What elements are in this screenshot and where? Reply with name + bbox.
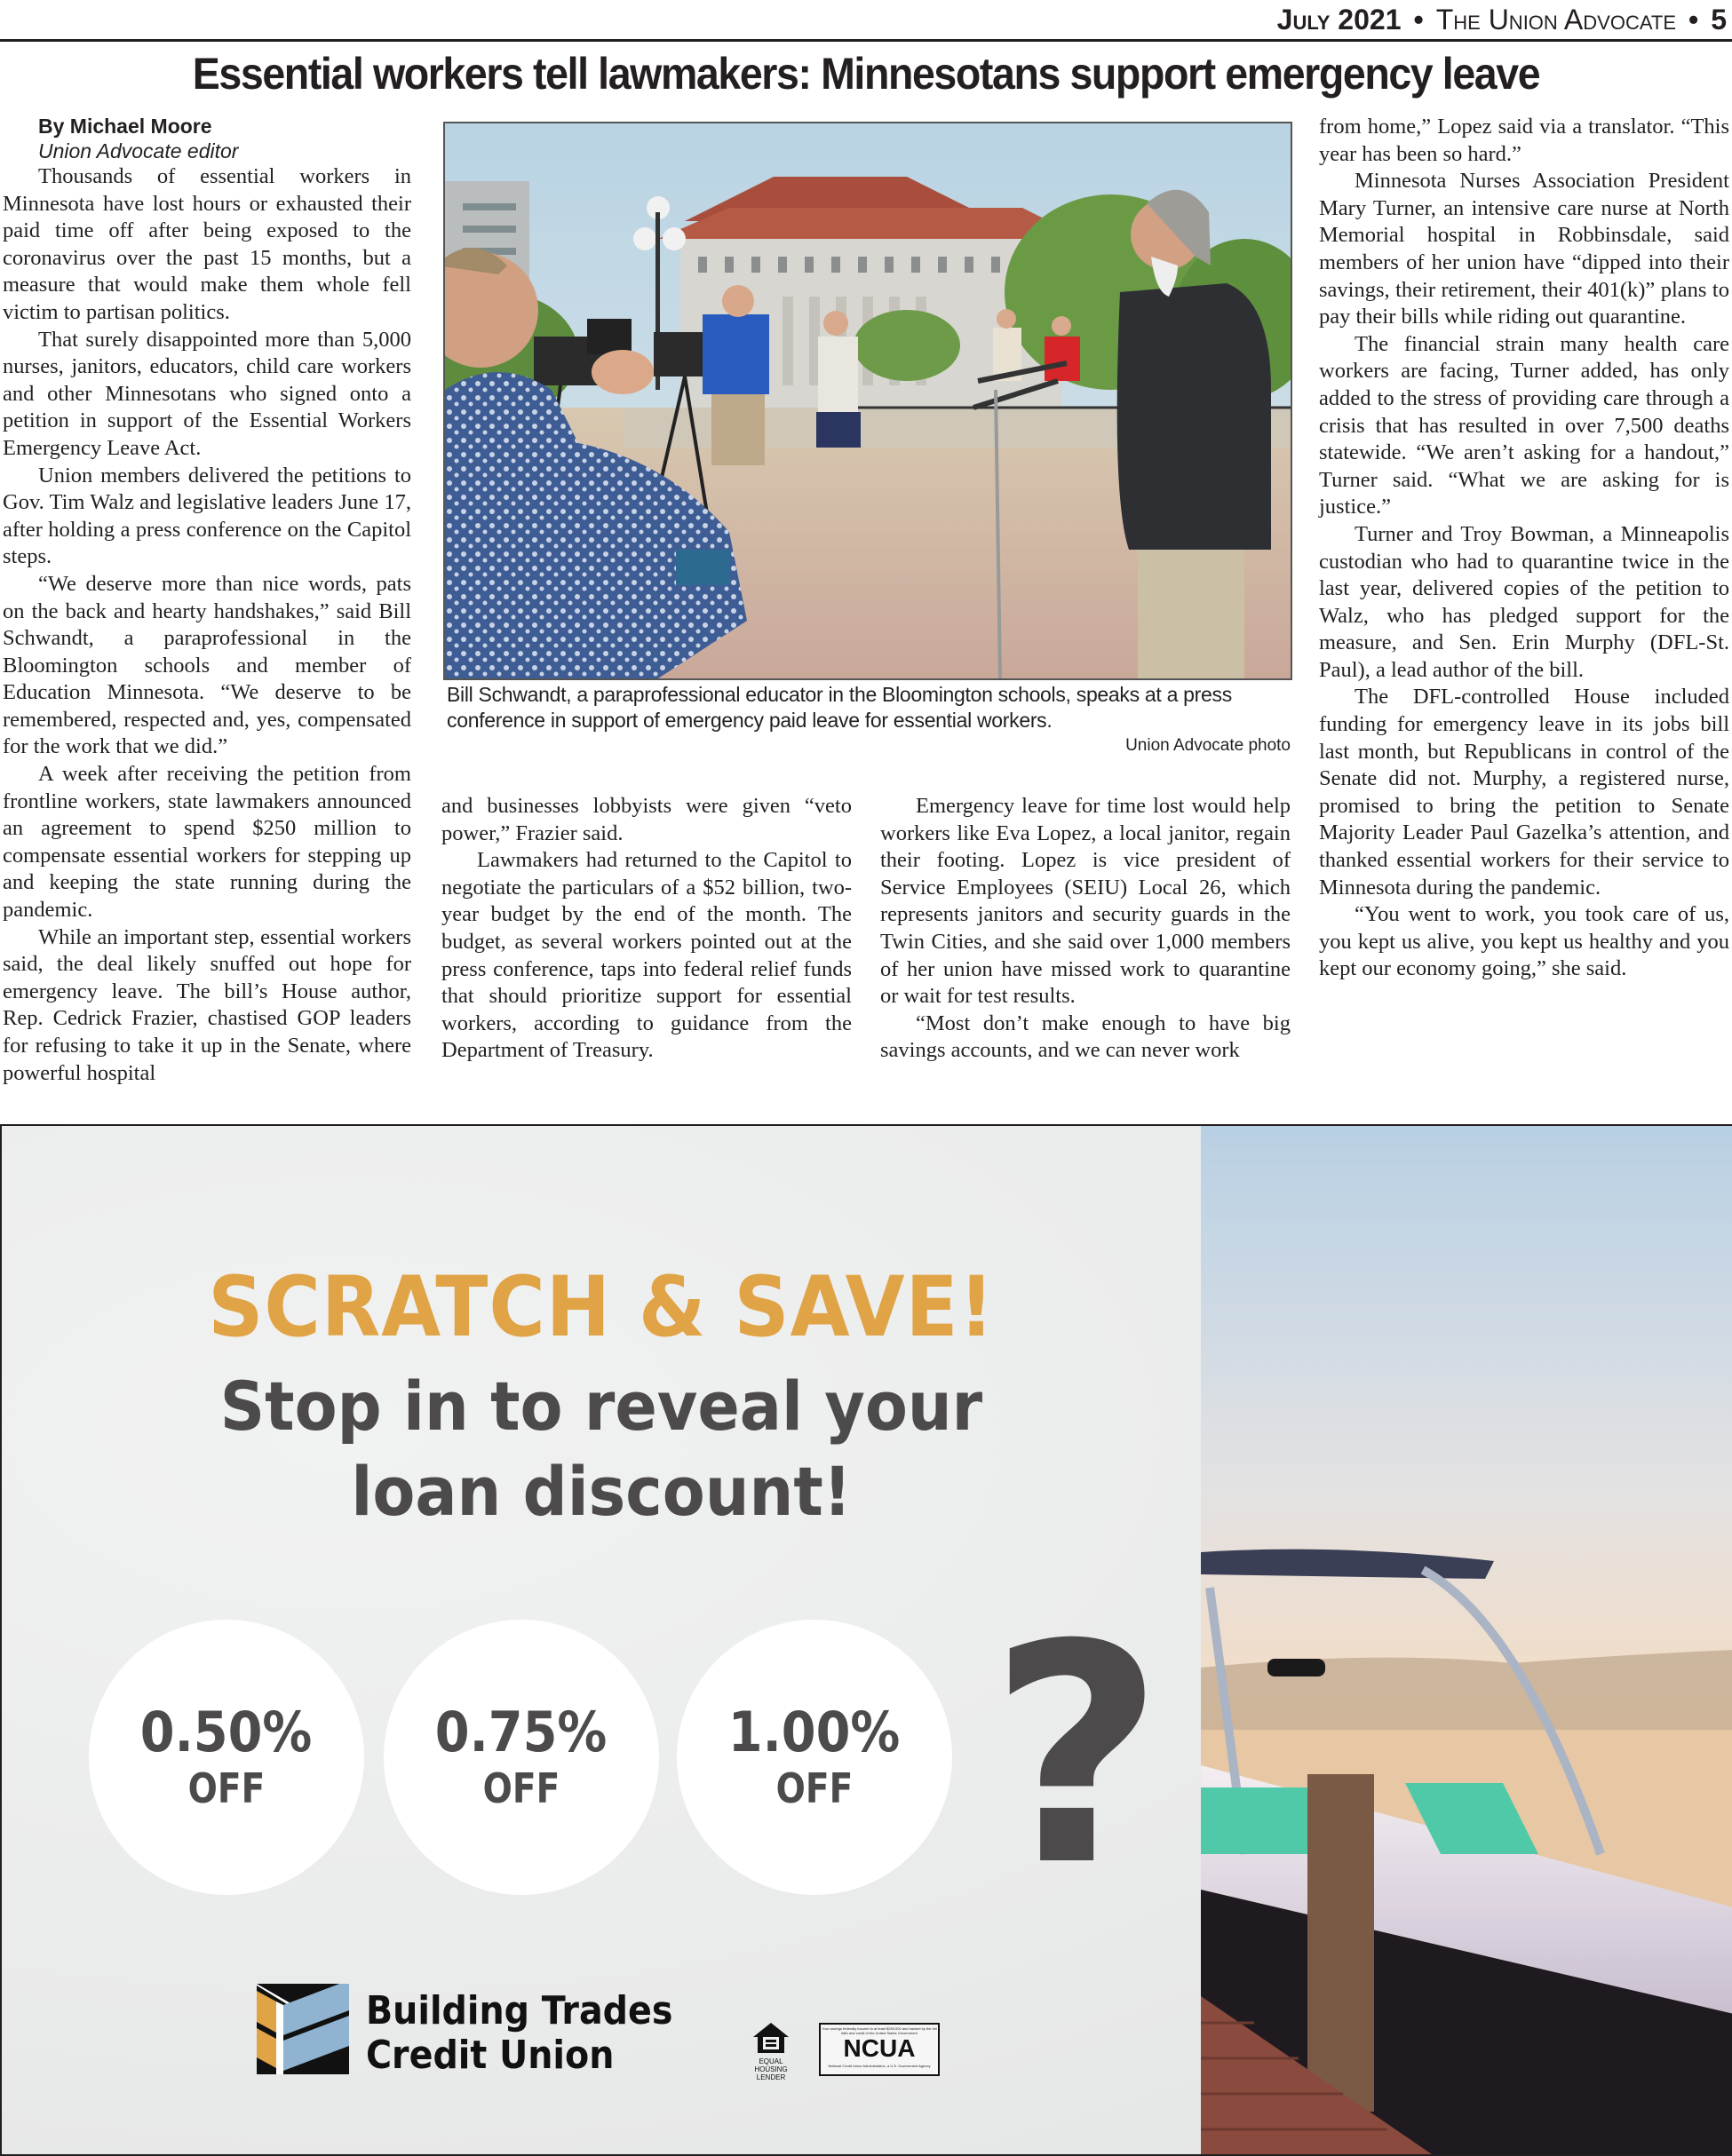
article-column-1: [3, 114, 411, 1087]
article-photo: [443, 122, 1292, 680]
photo-credit: Union Advocate photo: [1125, 736, 1291, 755]
ncua-agency-text: National Credit Union Administration, a U.S. Government Agency: [828, 2064, 931, 2068]
paragraph: “Most don’t make enough to have big savings accounts, and we can never work: [880, 1011, 1291, 1063]
credit-union-name: [366, 1989, 672, 2078]
boat-at-dock-image: [1201, 1126, 1732, 2154]
paragraph: The financial strain many health care workers are facing, Turner added, has only added to the stress of providing care through a crisis that has resulted in over 7,500 deaths statewide. “We aren’t asking for a handout,” Turner said. “What we are asking for is justice.”: [1319, 331, 1729, 519]
ad-headline: SCRATCH & SAVE!: [208, 1259, 995, 1356]
ad-subheadline-line-2: loan discount!: [351, 1452, 852, 1531]
publication-name: The Union Advocate: [1435, 3, 1676, 36]
mystery-discount-question-mark: ?: [989, 1581, 1164, 1932]
discount-circle: [677, 1620, 952, 1895]
paragraph: A week after receiving the petition from frontline workers, state lawmakers announced an agreement to spend $250 million to compensate essential workers for stepping up and keeping the state running during the pandemic.: [3, 762, 411, 923]
paragraph: The DFL-controlled House included funding for emergency leave in its jobs bill last month, but Republicans in control of the Senate did not. Murphy, a registered nurse, promised to bring the petition to Senate Majority Leader Paul Gazelka’s attention, and thanked essential workers for their service to Minnesota during the pandemic.: [1319, 685, 1729, 900]
paragraph: That surely disappointed more than 5,000 nurses, janitors, educators, child care workers and other Minnesotans who signed onto a petition in support of the Essential Workers Emergency Leave Act.: [3, 327, 411, 460]
discount-label: OFF: [482, 1764, 560, 1812]
discount-circle: [89, 1620, 364, 1895]
paragraph: and businesses lobbyists were given “veto power,” Frazier said.: [441, 794, 852, 845]
discount-label: OFF: [775, 1764, 854, 1812]
article-column-2: [441, 793, 852, 1065]
header-rule: [0, 39, 1732, 42]
equal-housing-label: EQUAL HOUSING LENDER: [754, 2057, 788, 2081]
byline: By Michael Moore: [38, 115, 212, 138]
credit-union-logo-icon: [257, 1984, 349, 2074]
paragraph: Lawmakers had returned to the Capitol to negotiate the particulars of a $52 billion, two-year budget by the end of the month. The budget, as several workers pointed out at the press conference, taps into federal relief funds that should prioritize support for essential workers, according to guidance from the Department of Treasury.: [441, 848, 852, 1063]
paragraph: “You went to work, you took care of us, you kept us alive, you kept us healthy and you kept our economy going,” she said.: [1319, 902, 1729, 981]
article-headline: Essential workers tell lawmakers: Minnesotans support emergency leave: [192, 49, 1540, 99]
article-column-3: [880, 793, 1291, 1065]
page-folio: [1277, 0, 1727, 39]
paragraph: Minnesota Nurses Association President Mary Turner, an intensive care nurse at North Memorial hospital in Robbinsdale, said members of her union have “dipped into their savings, their retirement, their 401(k)” plans to pay their bills while riding out quarantine.: [1319, 169, 1729, 329]
press-conference-photo: [445, 123, 1291, 678]
discount-value: 0.50%: [140, 1700, 313, 1764]
paragraph: “We deserve more than nice words, pats on the back and hearty handshakes,” said Bill Schwandt, a paraprofessional in the Bloomington schools and member of Education Minnesota. “We deserve to be remembered, respected and, yes, compensated for the work that we did.”: [3, 571, 411, 759]
brand-line-1: Building Trades: [366, 1988, 673, 2033]
issue-date: July 2021: [1276, 3, 1402, 36]
photo-caption-block: [447, 682, 1291, 757]
folio-separator: •: [1413, 3, 1424, 36]
paragraph: While an important step, essential workers said, the deal likely snuffed out hope for emergency leave. The bill’s House author, Rep. Cedrick Frazier, chastised GOP leaders for refusing to take it up in the Senate, where powerful hospital: [3, 924, 411, 1085]
paragraph: Emergency leave for time lost would help workers like Eva Lopez, a local janitor, regain their footing. Lopez is vice president of Service Employees (SEIU) Local 26, which represents janitors and security guards in the Twin Cities, and she said over 1,000 members of her union have missed work to quarantine or wait for test results.: [880, 794, 1291, 1009]
paragraph: Thousands of essential workers in Minnesota have lost hours or exhausted their paid time off after being exposed to the coronavirus over the past 15 months, but a measure that would make them whole fell victim to partisan politics.: [3, 164, 411, 324]
equal-housing-house-icon: [753, 2023, 789, 2053]
equal-housing-lender-badge: [743, 2023, 798, 2081]
photo-caption: Bill Schwandt, a paraprofessional educator in the Bloomington schools, speaks at a press conference in support of emergency paid leave for essential workers.: [447, 683, 1232, 732]
ncua-insurance-text: Your savings federally insured to at least $250,000 and backed by the full faith and credit of the United States Government: [822, 2026, 937, 2035]
article-column-4: [1319, 114, 1729, 983]
discount-value: 0.75%: [435, 1700, 608, 1764]
paragraph: Turner and Troy Bowman, a Minneapolis custodian who had to quarantine twice in the last year, delivered copies of the petition to Walz, who has pledged support for the measure, and Sen. Erin Murphy (DFL-St. Paul), a lead author of the bill.: [1319, 521, 1729, 682]
ncua-badge: [819, 2023, 940, 2076]
folio-separator: •: [1688, 3, 1699, 36]
discount-circle: [384, 1620, 659, 1895]
byline-role: Union Advocate editor: [38, 139, 239, 162]
ad-subheadline: [50, 1364, 1153, 1534]
page-number: 5: [1711, 3, 1727, 36]
brand-line-2: Credit Union: [366, 2033, 615, 2078]
paragraph: from home,” Lopez said via a translator. “This year has been so hard.”: [1319, 115, 1729, 166]
credit-union-advertisement: [0, 1124, 1732, 2156]
boat-photo: [1201, 1126, 1732, 2154]
paragraph: Union members delivered the petitions to Gov. Tim Walz and legislative leaders June 17, after holding a press conference on the Capitol steps.: [3, 463, 411, 569]
ncua-wordmark: NCUA: [843, 2034, 916, 2062]
ad-subheadline-line-1: Stop in to reveal your: [219, 1367, 983, 1446]
discount-label: OFF: [187, 1764, 266, 1812]
discount-value: 1.00%: [728, 1700, 901, 1764]
